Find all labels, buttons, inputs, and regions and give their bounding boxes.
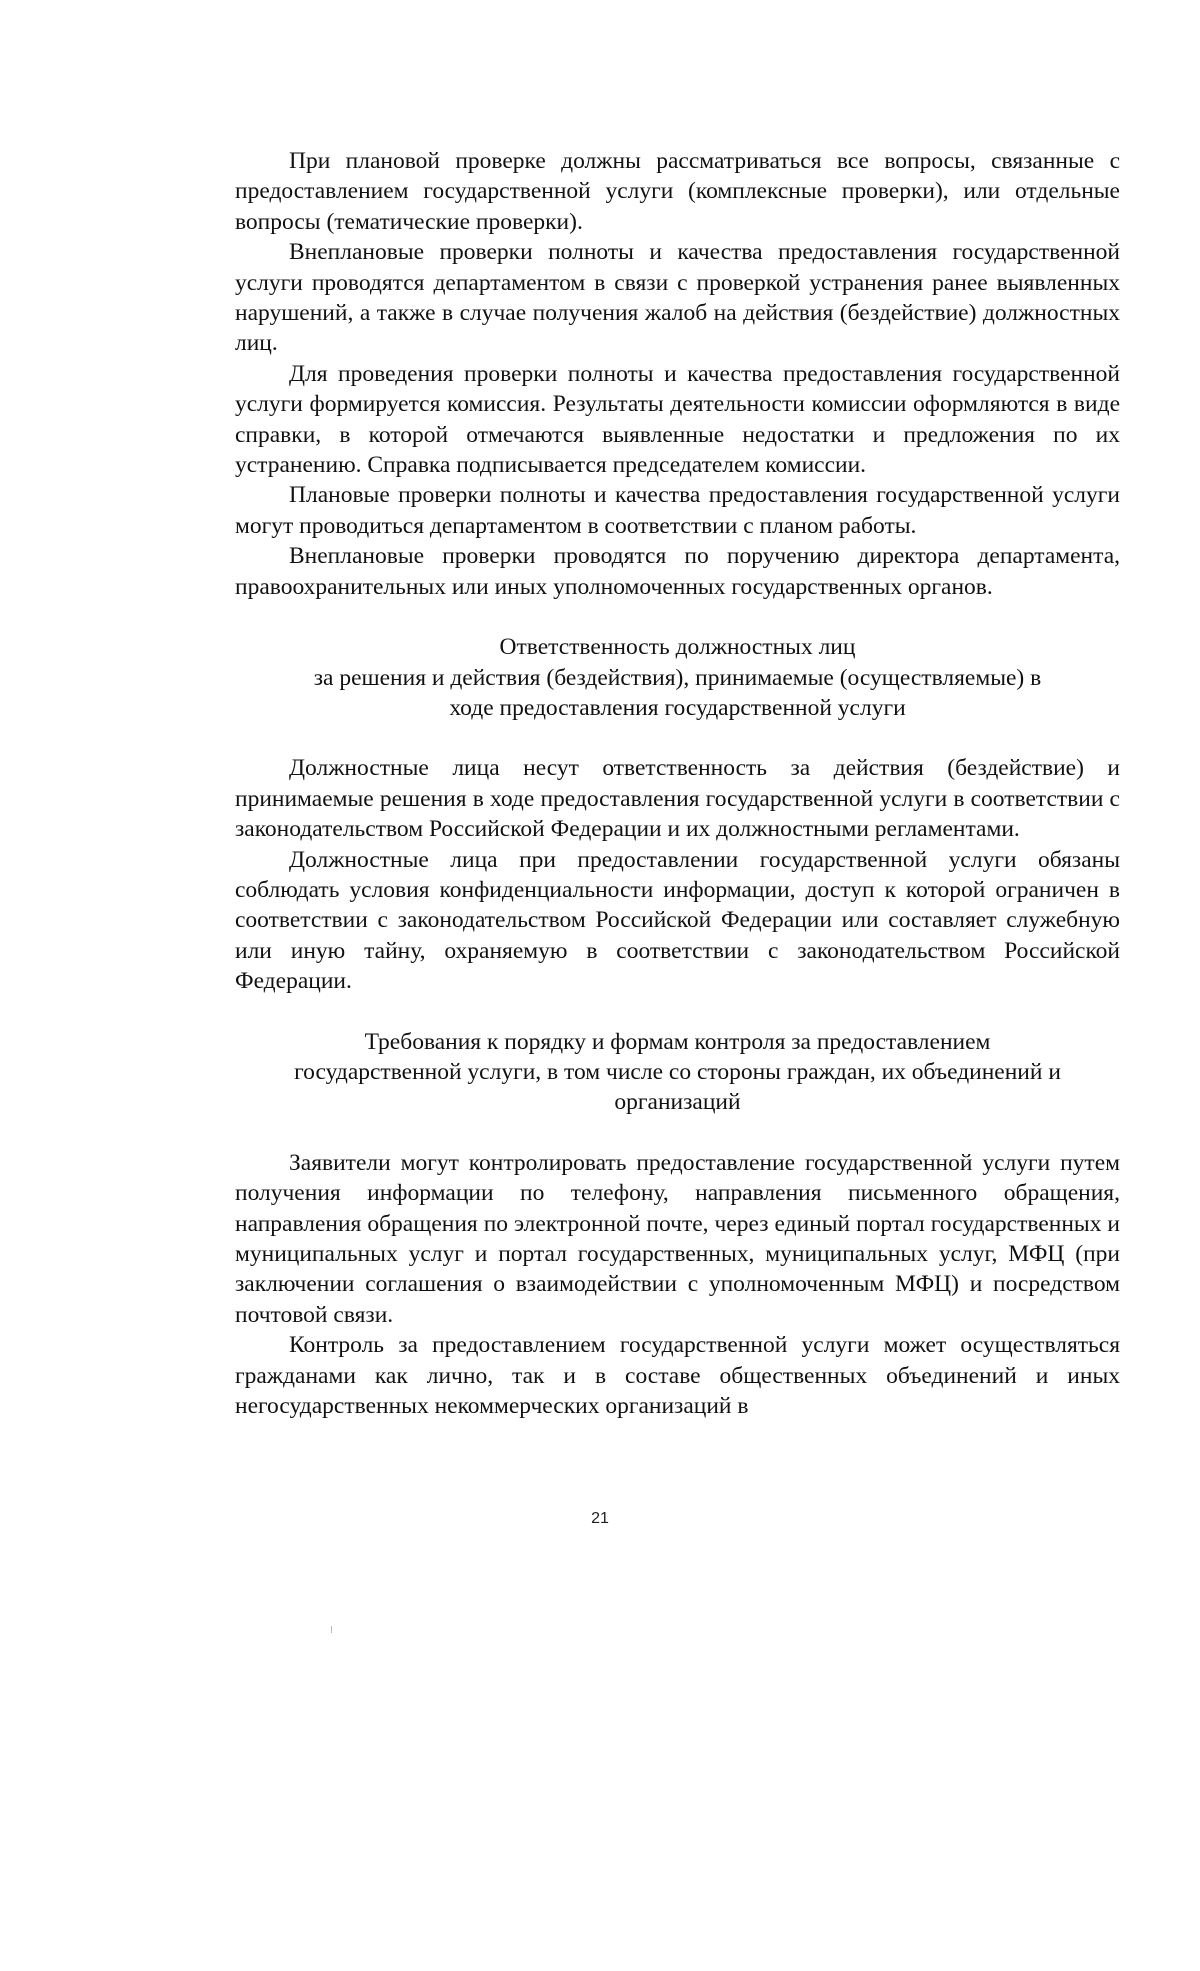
- section-heading-control: [235, 1027, 1120, 1118]
- heading-line: Требования к порядку и формам контроля за предоставлением: [364, 1028, 991, 1055]
- paragraph-citizens-control: Контроль за предоставлением государственной услуги может осуществляться гражданами как лично, так и в составе общественных объединений и иных негосударственных некоммерческих организаций в: [235, 1332, 1120, 1420]
- heading-line: организаций: [614, 1089, 741, 1116]
- page-content: [235, 146, 1120, 1421]
- heading-line: ходе предоставления государственной услуги: [449, 694, 906, 721]
- heading-line: за решения и действия (бездействия), принимаемые (осуществляемые) в: [313, 664, 1042, 691]
- scan-speck: [331, 1626, 332, 1633]
- paragraph-unscheduled-inspection: Внеплановые проверки полноты и качества предоставления государственной услуги проводятся департаментом в связи с проверкой устранения ранее выявленных нарушений, а также в случае получения жалоб на действия (бездействие) должностных лиц.: [235, 239, 1120, 357]
- paragraph-applicants-control: Заявители могут контролировать предоставление государственной услуги путем получения информации по телефону, направления письменного обращения, направления обращения по электронной почте, через единый портал государственных и муниципальных услуг и портал государственных, муниципальных услуг, МФЦ (при заключении соглашения о взаимодействии с уполномоченным МФЦ) и посредством почтовой связи.: [235, 1149, 1120, 1328]
- paragraph-commission: Для проведения проверки полноты и качества предоставления государственной услуги формируется комиссия. Результаты деятельности комиссии оформляются в виде справки, в которой отмечаются выявленные недостатки и предложения по их устранению. Справка подписывается председателем комиссии.: [235, 360, 1120, 479]
- section-responsibility: [235, 753, 1120, 996]
- paragraph-planned-checks: Плановые проверки полноты и качества предоставления государственной услуги могут проводиться департаментом в соответствии с планом работы.: [235, 482, 1120, 539]
- section-control: [235, 1148, 1120, 1422]
- page-number: 21: [591, 1510, 609, 1527]
- paragraph-confidentiality: Должностные лица при предоставлении государственной услуги обязаны соблюдать условия конфиденциальности информации, доступ к которой ограничен в соответствии с законодательством Российской Федерации или составляет служебную или иную тайну, охраняемую в соответствии с законодательством Российской Федерации.: [235, 846, 1120, 995]
- heading-line: государственной услуги, в том числе со стороны граждан, их объединений и: [294, 1058, 1061, 1085]
- section-inspections: [235, 146, 1120, 602]
- paragraph-officials-responsibility: Должностные лица несут ответственность за действия (бездействие) и принимаемые решения в ходе предоставления государственной услуги в соответствии с законодательством Российской Федерации и их должностными регламентами.: [235, 755, 1120, 843]
- heading-line: Ответственность должностных лиц: [499, 634, 856, 661]
- paragraph-unscheduled-checks-order: Внеплановые проверки проводятся по поручению директора департамента, правоохранительных или иных уполномоченных государственных органов.: [235, 543, 1120, 600]
- paragraph-planned-inspection: При плановой проверке должны рассматриваться все вопросы, связанные с предоставлением государственной услуги (комплексные проверки), или отдельные вопросы (тематические проверки).: [235, 148, 1120, 235]
- section-heading-responsibility: [235, 632, 1120, 723]
